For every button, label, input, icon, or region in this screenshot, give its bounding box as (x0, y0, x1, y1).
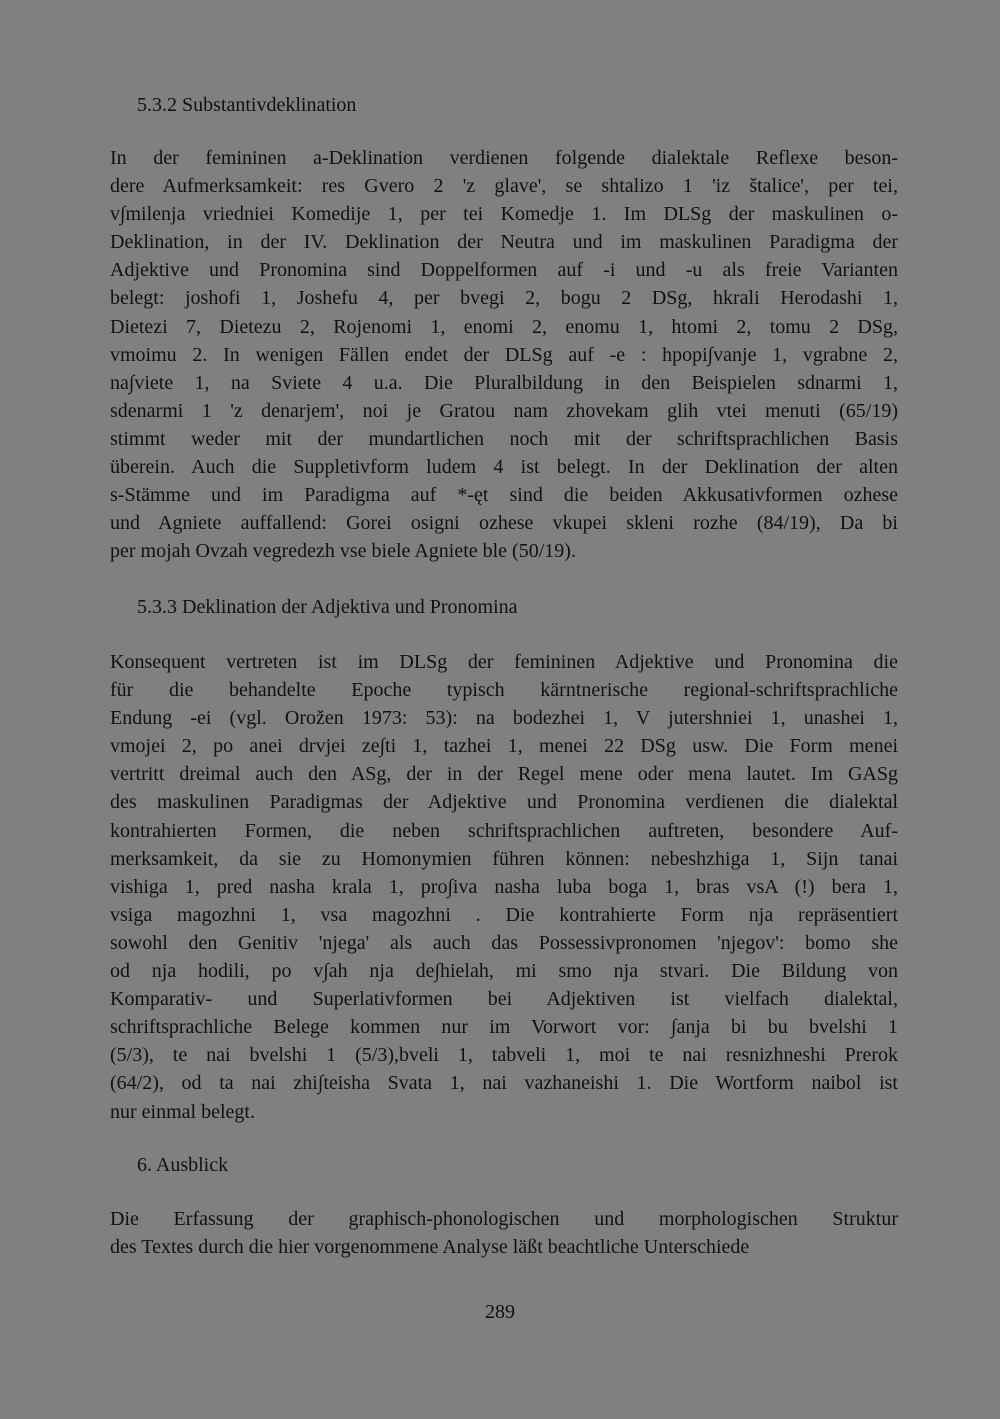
paragraph-adjektiva-pronomina (110, 648, 898, 1126)
text-line: Endung -ei (vgl. Orožen 1973: 53): na bodezhei 1, V jutershniei 1, unashei 1, (110, 707, 898, 730)
text-line: vishiga 1, pred nasha krala 1, pro∫iva nasha luba boga 1, bras vsA (!) bera 1, (110, 875, 898, 898)
text-line: Die Erfassung der graphisch-phonologischen und morphologischen Struktur (110, 1208, 898, 1230)
text-line: sowohl den Genitiv 'njega' als auch das Possessivpronomen 'njegov': bomo she (110, 931, 898, 954)
text-line: Dietezi 7, Dietezu 2, Rojenomi 1, enomi 2, enomu 1, htomi 2, tomu 2 DSg, (110, 315, 898, 338)
text-line: belegt: joshofi 1, Joshefu 4, per bvegi 2, bogu 2 DSg, hkrali Herodashi 1, (110, 287, 898, 310)
section-heading-6: 6. Ausblick (137, 1154, 229, 1176)
text-line: kontrahierten Formen, die neben schriftsprachlichen auftreten, besondere Auf- (110, 819, 898, 842)
text-line: stimmt weder mit der mundartlichen noch mit der schriftsprachlichen Basis (110, 427, 898, 450)
paragraph-substantivdeklination (110, 144, 898, 565)
text-line: s-Stämme und im Paradigma auf *-ęt sind die beiden Akkusativformen ozhese (110, 484, 898, 507)
text-line: nur einmal belegt. (110, 1100, 255, 1123)
text-line: Komparativ- und Superlativformen bei Adjektiven ist vielfach dialektal, (110, 988, 898, 1011)
text-line: des maskulinen Paradigmas der Adjektive und Pronomina verdienen die dialektal (110, 791, 898, 814)
text-line: (5/3), te nai bvelshi 1 (5/3),bveli 1, tabveli 1, moi te nai resnizhneshi Prerok (110, 1044, 898, 1067)
text-line: vsiga magozhni 1, vsa magozhni . Die kontrahierte Form nja repräsentiert (110, 903, 898, 926)
text-line: schriftsprachliche Belege kommen nur im Vorwort vor: ∫anja bi bu bvelshi 1 (110, 1016, 898, 1039)
text-line: vmojei 2, po anei drvjei ze∫ti 1, tazhei 1, menei 22 DSg usw. Die Form menei (110, 735, 898, 758)
text-line: (64/2), od ta nai zhi∫teisha Svata 1, nai vazhaneishi 1. Die Wortform naibol ist (110, 1072, 898, 1095)
text-line: überein. Auch die Suppletivform ludem 4 ist belegt. In der Deklination der alten (110, 456, 898, 479)
text-line: sdenarmi 1 'z denarjem', noi je Gratou nam zhovekam glih vtei menuti (65/19) (110, 399, 898, 422)
text-line: vertritt dreimal auch den ASg, der in der Regel mene oder mena lautet. Im GASg (110, 763, 898, 786)
text-line: vmoimu 2. In wenigen Fällen endet der DLSg auf -e : hpopi∫vanje 1, vgrabne 2, (110, 343, 898, 366)
text-line: In der femininen a-Deklination verdienen folgende dialektale Reflexe beson- (110, 147, 898, 169)
text-line: na∫viete 1, na Sviete 4 u.a. Die Pluralbildung in den Beispielen sdnarmi 1, (110, 371, 898, 394)
text-line: v∫milenja vriedniei Komedije 1, per tei Komedje 1. Im DLSg der maskulinen o- (110, 203, 898, 226)
text-line: Deklination, in der IV. Deklination der Neutra und im maskulinen Paradigma der (110, 231, 898, 254)
section-heading-5-3-3: 5.3.3 Deklination der Adjektiva und Pronomina (137, 596, 518, 618)
text-line: merksamkeit, da sie zu Homonymien führen können: nebeshzhiga 1, Sijn tanai (110, 847, 898, 870)
text-line: des Textes durch die hier vorgenommene Analyse läßt beachtliche Unterschiede (110, 1236, 750, 1259)
text-line: für die behandelte Epoche typisch kärntnerische regional-schriftsprachliche (110, 679, 898, 702)
text-line: und Agniete auffallend: Gorei osigni ozhese vkupei skleni rozhe (84/19), Da bi (110, 512, 898, 535)
section-heading-5-3-2: 5.3.2 Substantivdeklination (137, 94, 357, 116)
text-line: od nja hodili, po v∫ah nja de∫hielah, mi smo nja stvari. Die Bildung von (110, 960, 898, 983)
text-line: Konsequent vertreten ist im DLSg der femininen Adjektive und Pronomina die (110, 651, 898, 673)
text-line: Adjektive und Pronomina sind Doppelformen auf -i und -u als freie Varianten (110, 259, 898, 282)
text-line: dere Aufmerksamkeit: res Gvero 2 'z glave', se shtalizo 1 'iz štalice', per tei, (110, 175, 898, 198)
paragraph-ausblick (110, 1205, 898, 1261)
page-number: 289 (485, 1301, 515, 1323)
text-line: per mojah Ovzah vegredezh vse biele Agniete ble (50/19). (110, 540, 576, 563)
